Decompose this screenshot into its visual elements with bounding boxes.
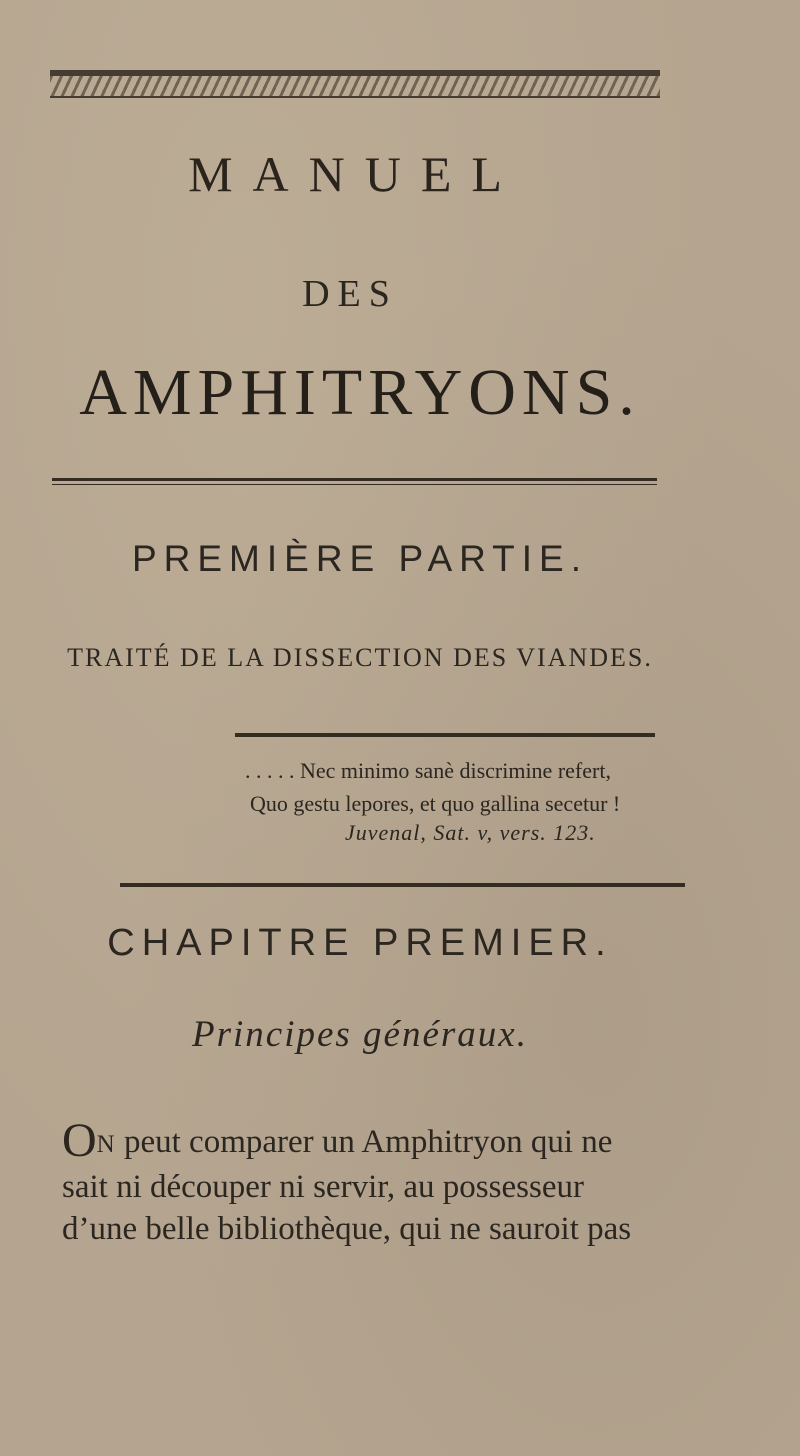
title-amphitryons: AMPHITRYONS. — [79, 356, 641, 429]
epigraph-bottom-rule — [120, 883, 685, 887]
part-subtitle: TRAITÉ DE LA DISSECTION DES VIANDES. — [67, 643, 653, 672]
header-ornament — [50, 70, 660, 98]
title-rule — [52, 478, 657, 485]
body-line-1-text: peut comparer un Amphitryon qui ne — [115, 1124, 613, 1160]
epigraph-top-rule — [235, 733, 655, 737]
drop-cap: O — [62, 1114, 97, 1167]
body-paragraph — [62, 1114, 702, 1250]
epigraph-source: Juvenal, Sat. v, vers. 123. — [345, 820, 596, 845]
small-caps-letter: N — [96, 1131, 116, 1158]
body-line-2: sait ni découper ni servir, au possesseur — [62, 1169, 584, 1205]
chapter-title: CHAPITRE PREMIER. — [107, 922, 613, 964]
part-title: PREMIÈRE PARTIE. — [131, 538, 589, 579]
epigraph-line-1: . . . . . Nec minimo sanè discrimine refert, — [245, 758, 611, 783]
body-line-1 — [62, 1114, 702, 1167]
epigraph-line-2: Quo gestu lepores, et quo gallina secetur ! — [250, 791, 621, 816]
section-title: Principes généraux. — [192, 1014, 528, 1055]
title-des: DES — [302, 273, 398, 315]
body-line-3: d’une belle bibliothèque, qui ne sauroit pas — [62, 1211, 632, 1247]
title-manuel: MANUEL — [188, 146, 522, 202]
